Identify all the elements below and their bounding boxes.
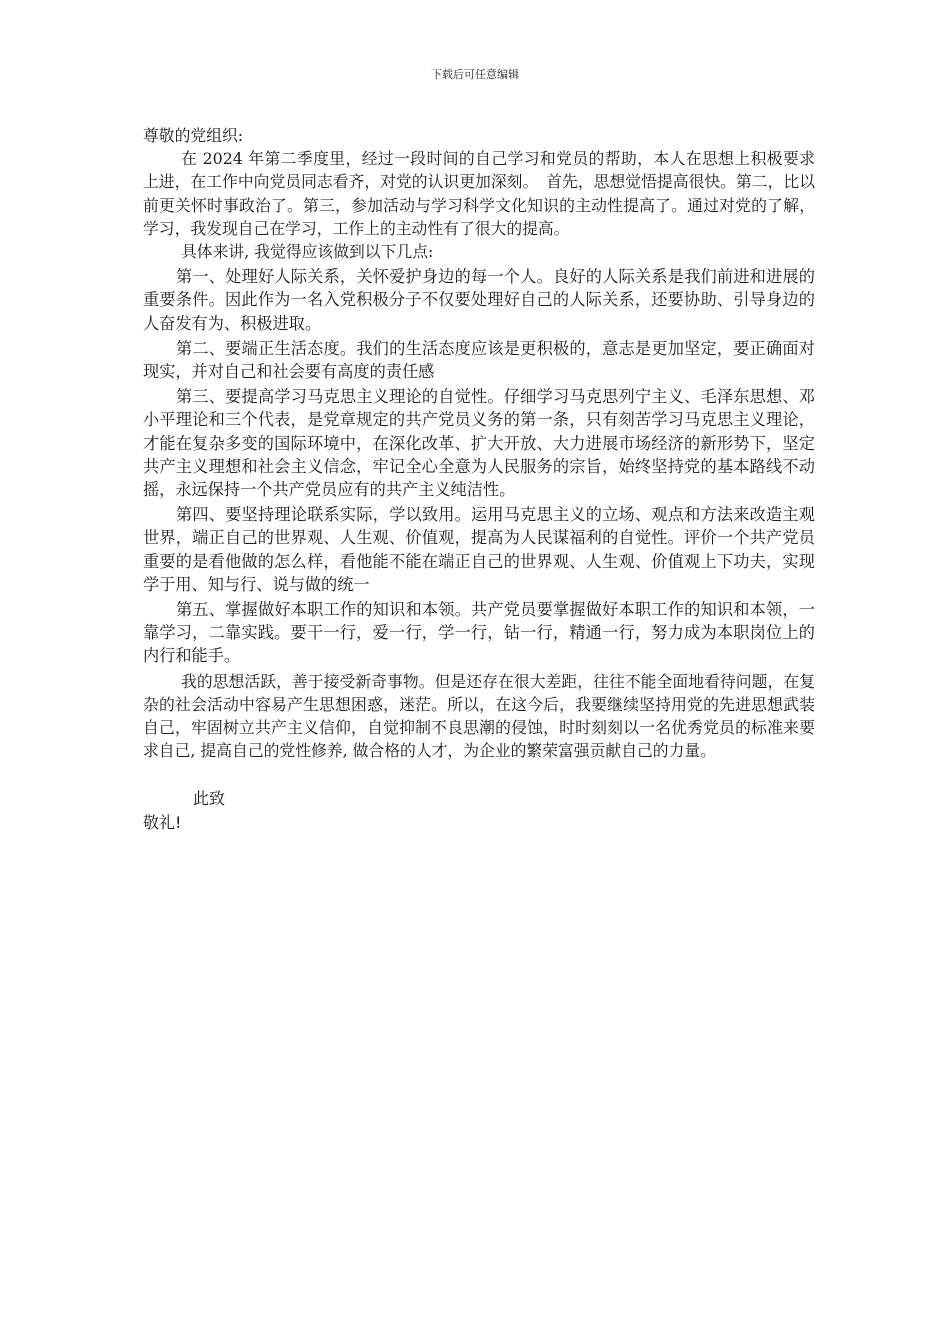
intro-paragraph: 在 2024 年第二季度里，经过一段时间的自己学习和党员的帮助，本人在思想上积极要求上进，在工作中向党员同志看齐，对党的认识更加深刻。 首先，思想觉悟提高很快。第二，比以前更关怀时事政治了。第三，参加活动与学习科学文化知识的主动性提高了。通过对党的了解，学习，我发现自己在学习，工作上的主动性有了很大的提高。 [143,149,815,238]
salutation: 尊敬的党组织: [143,126,244,145]
point-1-paragraph: 第一、处理好人际关系，关怀爱护身边的每一个人。良好的人际关系是我们前进和进展的重要条件。因此作为一名入党积极分子不仅要处理好自己的人际关系，还要协助、引导身边的人奋发有为、积极进取。 [143,267,815,333]
conclusion-paragraph: 我的思想活跃，善于接受新奇事物。但是还存在很大差距，往往不能全面地看待问题，在复杂的社会活动中容易产生思想困惑，迷茫。所以，在这今后，我要继续坚持用党的先进思想武装自己，牢固树立共产主义信仰，自觉抑制不良思潮的侵蚀，时时刻刻以一名优秀党员的标准来要求自己, 提高自己的党性修养, 做合格的人才，为企业的繁荣富强贡献自己的力量。 [143,671,815,761]
closing-jing-li: 敬礼! [143,813,182,833]
page-header-note: 下载后可任意编辑 [431,68,519,81]
point-3-paragraph: 第三、要提高学习马克思主义理论的自觉性。仔细学习马克思列宁主义、毛泽东思想、邓小平理论和三个代表，是党章规定的共产党员义务的第一条，只有刻苦学习马克思主义理论，才能在复杂多变的国际环境中，在深化改革、扩大开放、大力进展市场经济的新形势下，坚定共产主义理想和社会主义信念，牢记全心全意为人民服务的宗旨，始终坚持党的基本路线不动摇，永远保持一个共产党员应有的共产主义纯洁性。 [143,387,815,500]
point-2-paragraph: 第二、要端正生活态度。我们的生活态度应该是更积极的，意志是更加坚定，要正确面对现实，并对自己和社会要有高度的责任感 [143,338,815,382]
closing-ci-zhi: 此致 [193,789,226,809]
point-4-paragraph: 第四、要坚持理论联系实际，学以致用。运用马克思主义的立场、观点和方法来改造主观世界，端正自己的世界观、人生观、价值观，提高为人民谋福利的自觉性。评价一个共产党员重要的是看他做的怎么样，看他能不能在端正自己的世界观、人生观、价值观上下功夫，实现学于用、知与行、说与做的统一 [143,505,815,594]
transition-paragraph: 具体来讲, 我觉得应该做到以下几点: [181,242,434,262]
letter-body [143,124,815,835]
point-5-paragraph: 第五、掌握做好本职工作的知识和本领。共产党员要掌握做好本职工作的知识和本领，一靠学习，二靠实践。要干一行，爱一行，学一行，钻一行，精通一行，努力成为本职岗位上的内行和能手。 [143,600,815,666]
